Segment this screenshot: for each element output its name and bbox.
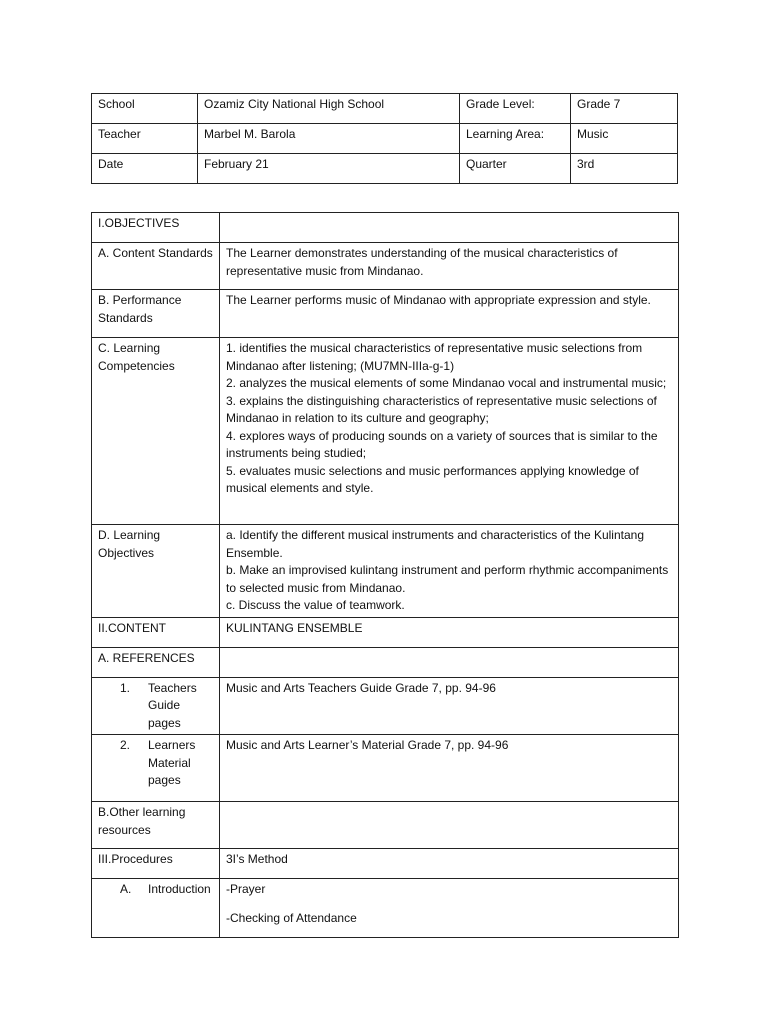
date-label: Date [92, 154, 198, 184]
row-content-standards [92, 243, 679, 290]
objective-item: b. Make an improvised kulintang instrument and perform rhythmic accompaniments to selected music from Mindanao. [226, 563, 669, 595]
date-value: February 21 [198, 154, 460, 184]
learning-area-label: Learning Area: [460, 124, 571, 154]
competency-item: 3. explains the distinguishing characteristics of representative music selections of Mindanao in relation to its culture and geography; [226, 393, 657, 425]
quarter-label: Quarter [460, 154, 571, 184]
competency-item: 5. evaluates music selections and music performances applying knowledge of musical elements and style. [226, 463, 639, 495]
lesson-header-table [91, 93, 678, 184]
references-label: A. REFERENCES [92, 647, 220, 677]
row-procedures [92, 849, 679, 879]
content-label: II.CONTENT [92, 617, 220, 647]
introduction-label: Introduction [148, 882, 211, 896]
lesson-plan-table [91, 212, 679, 938]
learning-objectives-value [220, 525, 679, 618]
procedures-label: III.Procedures [92, 849, 220, 879]
learners-material-label-cell [92, 735, 220, 802]
learners-material-number: 2. [120, 738, 131, 752]
row-content [92, 617, 679, 647]
introduction-letter: A. [120, 882, 132, 896]
references-value [220, 647, 679, 677]
grade-level-label: Grade Level: [460, 94, 571, 124]
row-objectives [92, 213, 679, 243]
quarter-value: 3rd [571, 154, 678, 184]
content-standards-value: The Learner demonstrates understanding of the musical characteristics of representative music from Mindanao. [220, 243, 679, 290]
teachers-guide-number: 1. [120, 680, 131, 695]
introduction-item: -Checking of Attendance [226, 910, 357, 925]
other-resources-label: B.Other learning resources [92, 802, 220, 849]
learning-competencies-value [220, 338, 679, 525]
learners-material-label: Learners Material pages [148, 738, 196, 787]
teachers-guide-label: Teachers Guide pages [148, 680, 197, 730]
content-standards-label: A. Content Standards [92, 243, 220, 290]
competency-item: 4. explores ways of producing sounds on a variety of sources that is similar to the instruments being studied; [226, 428, 658, 460]
teacher-label: Teacher [92, 124, 198, 154]
learning-area-value: Music [571, 124, 678, 154]
objective-item: a. Identify the different musical instruments and characteristics of the Kulintang Ensemble. [226, 528, 644, 560]
row-performance-standards [92, 290, 679, 338]
row-other-resources [92, 802, 679, 849]
competency-item: 2. analyzes the musical elements of some Mindanao vocal and instrumental music; [226, 376, 667, 390]
objectives-label: I.OBJECTIVES [92, 213, 220, 243]
header-row-date [92, 154, 678, 184]
header-row-school [92, 94, 678, 124]
teacher-value: Marbel M. Barola [198, 124, 460, 154]
other-resources-value [220, 802, 679, 849]
content-value: KULINTANG ENSEMBLE [220, 617, 679, 647]
learning-competencies-label: C. Learning Competencies [92, 338, 220, 525]
performance-standards-label: B. Performance Standards [92, 290, 220, 338]
introduction-label-cell [92, 879, 220, 938]
learning-objectives-label: D. Learning Objectives [92, 525, 220, 618]
school-value: Ozamiz City National High School [198, 94, 460, 124]
row-introduction [92, 879, 679, 938]
teachers-guide-value: Music and Arts Teachers Guide Grade 7, pp. 94-96 [220, 677, 679, 735]
school-label: School [92, 94, 198, 124]
grade-level-value: Grade 7 [571, 94, 678, 124]
competency-item: 1. identifies the musical characteristics of representative music selections from Mindanao after listening; (MU7MN-IIIa-g-1) [226, 341, 643, 373]
row-learning-competencies [92, 338, 679, 525]
header-row-teacher [92, 124, 678, 154]
objective-item: c. Discuss the value of teamwork. [226, 598, 405, 612]
teachers-guide-label-cell [92, 677, 220, 735]
row-teachers-guide [92, 677, 679, 735]
row-references [92, 647, 679, 677]
row-learners-material [92, 735, 679, 802]
procedures-value: 3I’s Method [220, 849, 679, 879]
introduction-value [220, 879, 679, 938]
introduction-item: -Prayer [226, 882, 266, 896]
learners-material-value: Music and Arts Learner’s Material Grade 7, pp. 94-96 [220, 735, 679, 802]
performance-standards-value: The Learner performs music of Mindanao with appropriate expression and style. [220, 290, 679, 338]
objectives-value [220, 213, 679, 243]
row-learning-objectives [92, 525, 679, 618]
